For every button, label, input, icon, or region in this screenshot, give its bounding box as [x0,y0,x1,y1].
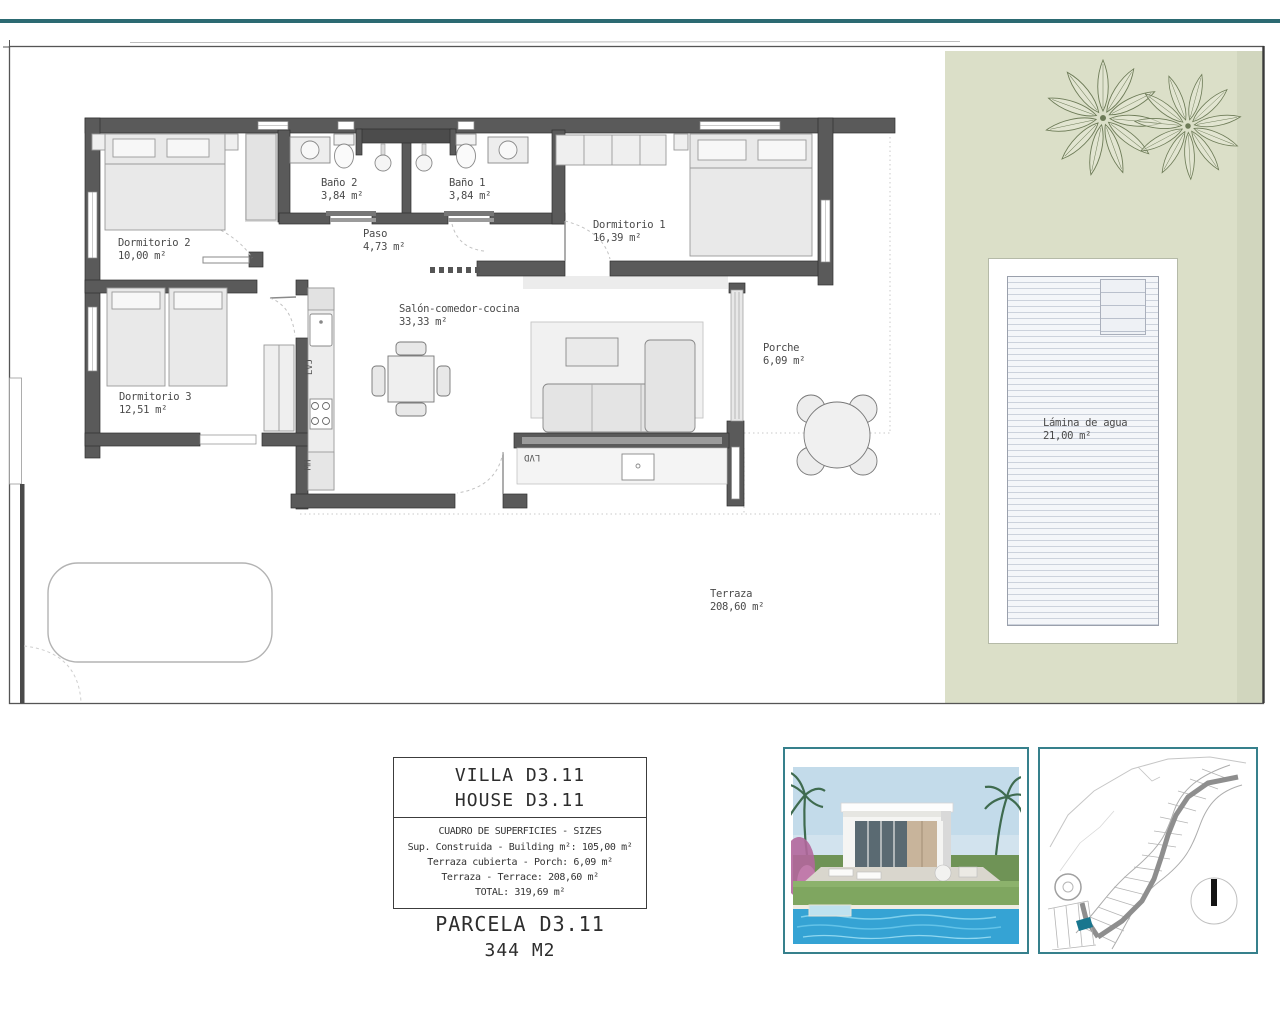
room-area: 3,84 m² [321,189,364,202]
room-label-bano2 [321,177,363,202]
dining-table-set [372,342,450,416]
room-name: Dormitorio 2 [118,237,191,249]
room-label-dormitorio1 [593,219,665,244]
villa-title-block [394,758,646,818]
room-area: 4,73 m² [363,240,406,253]
car-outline [48,563,272,662]
room-label-porche [763,342,805,367]
room-area: 12,51 m² [119,403,168,416]
room-label-dormitorio2 [118,237,190,262]
pergola-beam-dots [430,267,480,273]
room-area: 208,60 m² [710,600,765,613]
room-name: Porche [763,342,800,354]
site-location-map [1042,751,1254,950]
room-name: Terraza [710,588,753,600]
room-name: Lámina de agua [1043,417,1128,429]
villa-photo-thumbnail [783,747,1029,954]
site-location-thumbnail [1038,747,1258,954]
villa-title-en: HOUSE D3.11 [454,790,586,811]
surfaces-row-total: TOTAL: 319,69 m² [475,887,565,898]
dishwasher-label: LVJ [305,358,316,376]
room-label-terraza [710,588,764,613]
roundabout [1055,874,1081,900]
room-label-lamina-de-agua [1043,417,1127,442]
room-name: Dormitorio 1 [593,219,666,231]
room-area: 6,09 m² [763,354,806,367]
wardrobe [264,345,294,431]
sofa-set [531,322,703,432]
room-area: 3,84 m² [449,189,492,202]
double-bed [674,134,812,256]
room-label-salon [399,303,519,328]
parcel-title: PARCELA D3.11 [435,912,605,936]
room-name: Dormitorio 3 [119,391,192,403]
villa-render-image [791,755,1021,946]
room-label-dormitorio3 [119,391,191,416]
surfaces-table [394,818,646,908]
laundry-area [517,448,727,484]
room-area: 21,00 m² [1043,429,1092,442]
wardrobe [246,134,276,220]
room-area: 33,33 m² [399,315,448,328]
single-beds [107,288,227,386]
room-area: 10,00 m² [118,249,167,262]
surfaces-row-building: Sup. Construida - Building m²: 105,00 m² [407,842,633,853]
room-label-bano1 [449,177,491,202]
room-area: 16,39 m² [593,231,642,244]
pool-water [793,905,1019,944]
villa-title-es: VILLA D3.11 [454,765,586,786]
villa-house [841,803,953,867]
room-name: Baño 2 [321,177,358,189]
wardrobe [556,135,666,165]
surfaces-row-porch: Terraza cubierta - Porch: 6,09 m² [427,857,613,868]
room-label-paso [363,228,405,253]
room-name: Baño 1 [449,177,486,189]
surfaces-info-box [393,757,647,909]
room-name: Salón-comedor-cocina [399,303,520,315]
parcel-area: 344 M2 [484,940,556,961]
north-indicator [1191,878,1237,924]
room-name: Paso [363,228,388,240]
surfaces-table-header: CUADRO DE SUPERFICIES - SIZES [438,826,602,837]
micro-oven-label: MH [303,459,314,471]
laundry-label: LVD [524,452,541,462]
double-bed [92,134,238,230]
outdoor-table-set [797,395,877,475]
surfaces-row-terrace: Terraza - Terrace: 208,60 m² [441,872,599,883]
